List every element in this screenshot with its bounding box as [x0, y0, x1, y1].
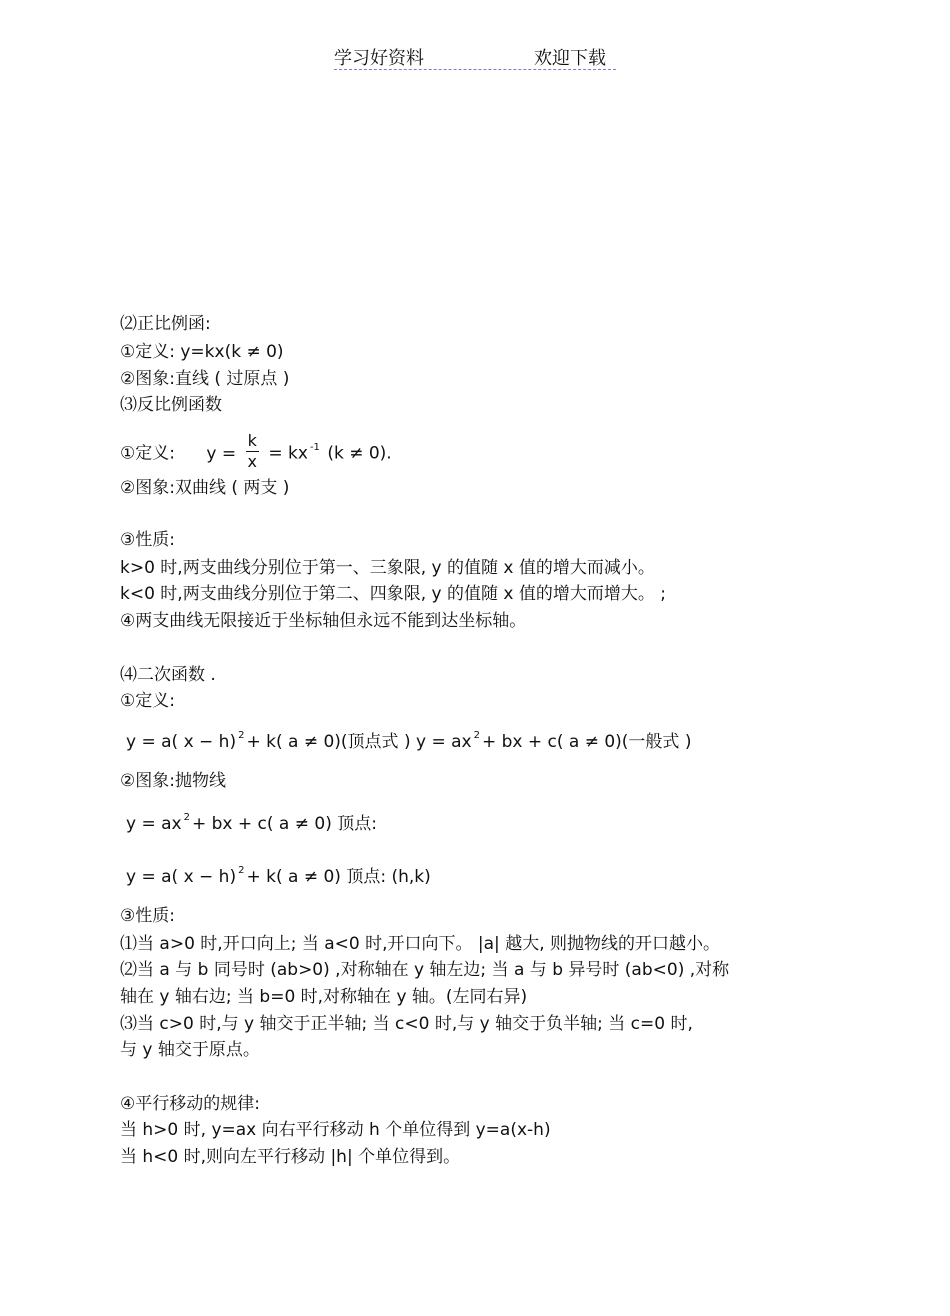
page-header [0, 44, 950, 74]
translation-right: 当 h>0 时, y=ax 向右平行移动 h 个单位得到 y=a(x-h) [120, 1120, 551, 1140]
property-intercept-2: 与 y 轴交于原点。 [120, 1040, 260, 1060]
direct-proportion-definition: ①定义: y=kx(k ≠ 0) [120, 342, 284, 362]
property-opening: ⑴当 a>0 时,开口向上; 当 a<0 时,开口向下。 |a| 越大, 则抛物线的开口越小。 [120, 934, 720, 954]
fraction-denominator: x [247, 452, 257, 471]
quadratic-graph: ②图象:抛物线 [120, 771, 226, 791]
header-right-text: 欢迎下载 [534, 48, 606, 69]
fraction-numerator: k [247, 431, 257, 450]
inverse-properties-heading: ③性质: [120, 530, 175, 550]
property-asymptote: ④两支曲线无限接近于坐标轴但永远不能到达坐标轴。 [120, 611, 527, 631]
header-left-text: 学习好资料 [334, 48, 424, 69]
header-dashed-rule [334, 69, 616, 70]
inverse-proportion-heading: ⑶反比例函数 [120, 395, 222, 415]
general-form-b: + bx + c( a ≠ 0) 顶点: [191, 814, 377, 834]
exponent: 2 [473, 730, 480, 741]
property-axis-1: ⑵当 a 与 b 同号时 (ab>0) ,对称轴在 y 轴左边; 当 a 与 b 异号时 (ab<0) ,对称 [120, 960, 730, 980]
translation-heading: ④平行移动的规律: [120, 1094, 260, 1114]
formula-kx: = kx [268, 443, 308, 464]
property-axis-2: 轴在 y 轴右边; 当 b=0 时,对称轴在 y 轴。(左同右异) [120, 987, 528, 1007]
exponent: 2 [238, 730, 245, 741]
vertex-form-a: y = a( x − h) [126, 732, 237, 752]
vertex-form-b: + k( a ≠ 0)(顶点式 ) y = ax [246, 732, 472, 752]
general-form: + bx + c( a ≠ 0)(一般式 ) [481, 732, 692, 752]
direct-proportion-heading: ⑵正比例函: [120, 314, 211, 334]
property-k-negative: k<0 时,两支曲线分别位于第二、四象限, y 的值随 x 值的增大而增大。 ; [120, 584, 666, 604]
general-form-vertex [126, 813, 377, 838]
formula-y: y = [206, 443, 237, 464]
quadratic-definition-label: ①定义: [120, 691, 175, 711]
formula-condition: (k ≠ 0). [327, 443, 392, 464]
general-form-a: y = ax [126, 814, 182, 834]
translation-left: 当 h<0 时,则向左平行移动 |h| 个单位得到。 [120, 1147, 461, 1167]
inverse-proportion-graph: ②图象:双曲线 ( 两支 ) [120, 478, 290, 498]
fraction-k-over-x [246, 432, 259, 471]
definition-label: ①定义: [120, 443, 175, 464]
property-intercept-1: ⑶当 c>0 时,与 y 轴交于正半轴; 当 c<0 时,与 y 轴交于负半轴; 当 c=0 时, [120, 1014, 693, 1034]
property-k-positive: k>0 时,两支曲线分别位于第一、三象限, y 的值随 x 值的增大而减小。 [120, 558, 655, 578]
exponent: 2 [238, 865, 245, 876]
vertex-form2-a: y = a( x − h) [126, 867, 237, 887]
quadratic-forms [126, 731, 691, 756]
exponent: -1 [309, 441, 320, 453]
quadratic-properties-heading: ③性质: [120, 906, 175, 926]
vertex-form2-b: + k( a ≠ 0) 顶点: (h,k) [246, 867, 431, 887]
vertex-form-vertex [126, 866, 431, 891]
exponent: 2 [183, 812, 190, 823]
inverse-proportion-definition [120, 431, 392, 473]
quadratic-heading: ⑷二次函数 . [120, 665, 216, 685]
direct-proportion-graph: ②图象:直线 ( 过原点 ) [120, 369, 290, 389]
